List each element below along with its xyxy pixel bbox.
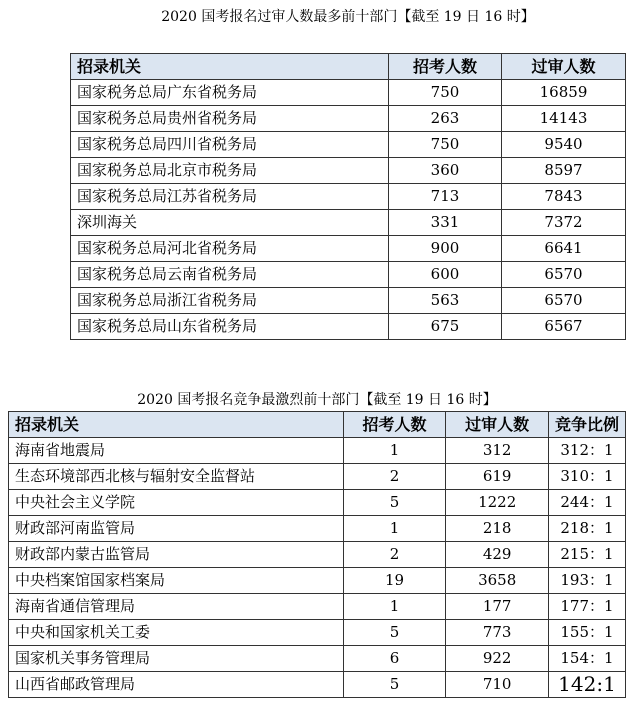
table-row xyxy=(9,464,626,490)
table-cell: 310：1 xyxy=(548,464,625,490)
table-cell: 675 xyxy=(389,314,502,340)
table-cell: 国家税务总局广东省税务局 xyxy=(71,80,389,106)
table-cell: 国家税务总局贵州省税务局 xyxy=(71,106,389,132)
table-cell: 244：1 xyxy=(548,490,625,516)
table-cell: 19 xyxy=(343,568,446,594)
table-cell: 6641 xyxy=(502,236,626,262)
table-cell: 9540 xyxy=(502,132,626,158)
table1-title: 2020 国考报名过审人数最多前十部门【截至 19 日 16 时】 xyxy=(161,9,535,25)
table-row xyxy=(71,184,626,210)
table-cell: 312 xyxy=(446,438,549,464)
table-cell: 7843 xyxy=(502,184,626,210)
table-row xyxy=(71,106,626,132)
table-cell: 177：1 xyxy=(548,594,625,620)
table-cell: 山西省邮政管理局 xyxy=(9,672,344,698)
table-cell: 142:1 xyxy=(548,672,625,698)
table-cell: 财政部内蒙古监管局 xyxy=(9,542,344,568)
table-cell: 773 xyxy=(446,620,549,646)
table-cell: 429 xyxy=(446,542,549,568)
header-positions: 招考人数 xyxy=(343,412,446,438)
table-cell: 5 xyxy=(343,490,446,516)
header-agency: 招录机关 xyxy=(71,54,389,80)
table-row xyxy=(9,490,626,516)
table-cell: 1 xyxy=(343,438,446,464)
table-cell: 360 xyxy=(389,158,502,184)
table-cell: 900 xyxy=(389,236,502,262)
table-cell: 生态环境部西北核与辐射安全监督站 xyxy=(9,464,344,490)
header-positions: 招考人数 xyxy=(389,54,502,80)
table-row xyxy=(9,516,626,542)
table-row xyxy=(71,236,626,262)
table-cell: 国家税务总局山东省税务局 xyxy=(71,314,389,340)
header-approved: 过审人数 xyxy=(446,412,549,438)
table-cell: 6 xyxy=(343,646,446,672)
table-cell: 6570 xyxy=(502,288,626,314)
table-cell: 154：1 xyxy=(548,646,625,672)
table-cell: 5 xyxy=(343,620,446,646)
table-cell: 财政部河南监管局 xyxy=(9,516,344,542)
table-cell: 国家税务总局河北省税务局 xyxy=(71,236,389,262)
table-cell: 中央和国家机关工委 xyxy=(9,620,344,646)
header-agency: 招录机关 xyxy=(9,412,344,438)
table-cell: 国家税务总局北京市税务局 xyxy=(71,158,389,184)
table-cell: 1 xyxy=(343,516,446,542)
table-cell: 193：1 xyxy=(548,568,625,594)
table-row xyxy=(71,288,626,314)
table-cell: 331 xyxy=(389,210,502,236)
table-row xyxy=(71,132,626,158)
table-cell: 16859 xyxy=(502,80,626,106)
table-cell: 2 xyxy=(343,464,446,490)
table-cell: 218 xyxy=(446,516,549,542)
table1-header-row xyxy=(71,54,626,80)
table-cell: 14143 xyxy=(502,106,626,132)
table-cell: 922 xyxy=(446,646,549,672)
table-row xyxy=(71,80,626,106)
table-cell: 8597 xyxy=(502,158,626,184)
table-cell: 6567 xyxy=(502,314,626,340)
table-cell: 177 xyxy=(446,594,549,620)
table-row xyxy=(71,210,626,236)
table-cell: 海南省通信管理局 xyxy=(9,594,344,620)
table-cell: 218：1 xyxy=(548,516,625,542)
table-cell: 312：1 xyxy=(548,438,625,464)
table1 xyxy=(70,53,626,340)
table-cell: 国家税务总局四川省税务局 xyxy=(71,132,389,158)
table-cell: 713 xyxy=(389,184,502,210)
table-cell: 155：1 xyxy=(548,620,625,646)
table-cell: 215：1 xyxy=(548,542,625,568)
header-approved: 过审人数 xyxy=(502,54,626,80)
table-cell: 1 xyxy=(343,594,446,620)
table-cell: 7372 xyxy=(502,210,626,236)
table-cell: 中央档案馆国家档案局 xyxy=(9,568,344,594)
table-cell: 5 xyxy=(343,672,446,698)
table-row xyxy=(71,158,626,184)
table-cell: 1222 xyxy=(446,490,549,516)
table-cell: 国家税务总局云南省税务局 xyxy=(71,262,389,288)
table-row xyxy=(9,438,626,464)
table-cell: 国家机关事务管理局 xyxy=(9,646,344,672)
table-row xyxy=(9,542,626,568)
table-row xyxy=(9,620,626,646)
table2-header-row xyxy=(9,412,626,438)
table-row xyxy=(9,594,626,620)
table2-title: 2020 国考报名竞争最激烈前十部门【截至 19 日 16 时】 xyxy=(137,392,497,408)
table-cell: 深圳海关 xyxy=(71,210,389,236)
table-cell: 6570 xyxy=(502,262,626,288)
table-row xyxy=(9,568,626,594)
table-cell: 国家税务总局江苏省税务局 xyxy=(71,184,389,210)
table-row xyxy=(71,262,626,288)
table-cell: 710 xyxy=(446,672,549,698)
table-cell: 3658 xyxy=(446,568,549,594)
header-ratio: 竞争比例 xyxy=(548,412,625,438)
table-cell: 600 xyxy=(389,262,502,288)
table-cell: 2 xyxy=(343,542,446,568)
table-cell: 750 xyxy=(389,80,502,106)
table-row xyxy=(71,314,626,340)
table-cell: 国家税务总局浙江省税务局 xyxy=(71,288,389,314)
table-cell: 750 xyxy=(389,132,502,158)
table-row xyxy=(9,646,626,672)
table-cell: 619 xyxy=(446,464,549,490)
table-cell: 海南省地震局 xyxy=(9,438,344,464)
table-cell: 563 xyxy=(389,288,502,314)
table2 xyxy=(8,411,626,698)
table-row xyxy=(9,672,626,698)
table-cell: 中央社会主义学院 xyxy=(9,490,344,516)
table-cell: 263 xyxy=(389,106,502,132)
